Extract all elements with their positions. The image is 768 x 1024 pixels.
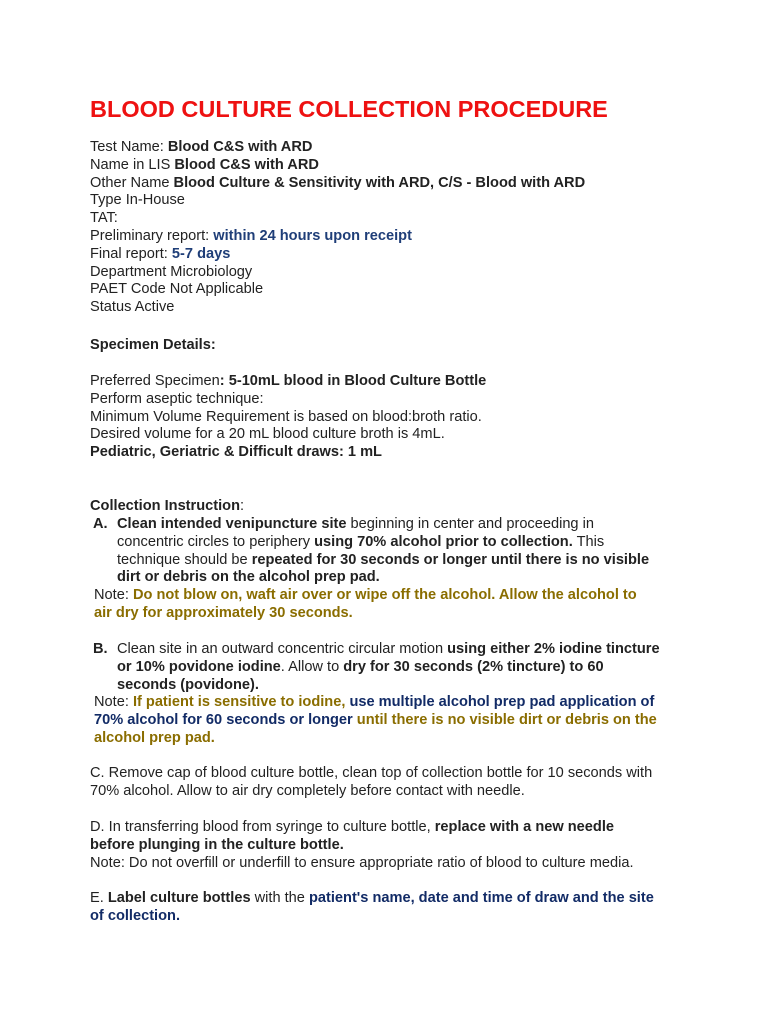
test-name-label: Test Name: xyxy=(90,139,168,155)
item-d-l1-bold: replace with a new needle xyxy=(434,819,614,835)
item-a-line-2 xyxy=(117,534,677,552)
list-item-b-text xyxy=(117,641,677,694)
list-item-c xyxy=(90,765,690,801)
final-report-label: Final report: xyxy=(90,245,172,262)
item-c-line-1: C. Remove cap of blood culture bottle, clean top of collection bottle for 10 seconds with xyxy=(90,765,653,781)
note-b xyxy=(94,694,674,747)
item-a-line-1 xyxy=(117,516,677,534)
item-e-l1-bold: Label culture bottles xyxy=(107,890,251,906)
preferred-specimen-value: : 5-10mL blood in Blood Culture Bottle xyxy=(219,373,487,389)
test-name-line xyxy=(90,139,690,157)
note-a-line-2: air dry for approximately 30 seconds. xyxy=(94,604,353,621)
item-d-l1-plain: D. In transferring blood from syringe to culture bottle, xyxy=(90,819,435,835)
collection-heading-colon: : xyxy=(240,498,245,514)
item-d-line-1 xyxy=(90,819,690,837)
note-b-l1-olive: If patient is sensitive to iodine, xyxy=(132,694,350,710)
list-marker-a: A. xyxy=(93,516,108,532)
list-item-a-text xyxy=(117,516,677,587)
list-item-d xyxy=(90,819,690,872)
specimen-heading xyxy=(90,337,690,355)
note-b-l2-navy: 70% alcohol for 60 seconds or longer xyxy=(94,711,353,728)
note-b-line-1 xyxy=(94,694,674,712)
item-b-line-1 xyxy=(117,641,677,659)
note-b-l2-olive: until there is no visible dirt or debris on the xyxy=(352,711,657,728)
preliminary-report-line xyxy=(90,228,690,246)
collection-heading-text: Collection Instruction xyxy=(90,498,240,514)
final-report-value: 5-7 days xyxy=(171,245,231,262)
other-name-value: Blood Culture & Sensitivity with ARD, C/S - Blood with ARD xyxy=(173,174,586,191)
type-line: Type In-House xyxy=(90,192,185,209)
item-a-l2-plain: concentric circles to periphery xyxy=(117,533,315,550)
department-line: Department Microbiology xyxy=(90,263,253,280)
item-a-l2-rest: This xyxy=(572,533,605,550)
list-item-e xyxy=(90,890,690,926)
note-a-line-1 xyxy=(94,587,674,605)
item-e-l1-plain: E. xyxy=(90,890,108,906)
item-a-l1-bold: Clean intended venipuncture site xyxy=(117,516,347,532)
item-b-l1-bold: using either 2% iodine tincture xyxy=(447,641,660,657)
item-e-line-2: of collection. xyxy=(90,907,180,924)
note-b-line-3: alcohol prep pad. xyxy=(94,729,215,746)
note-a-label: Note: xyxy=(94,587,133,603)
tat-line: TAT: xyxy=(90,210,118,227)
status-line: Status Active xyxy=(90,299,175,316)
other-name-label: Other Name xyxy=(90,174,174,191)
pediatric-line: Pediatric, Geriatric & Difficult draws: 1 mL xyxy=(90,444,382,461)
item-a-l3-bold: repeated for 30 seconds or longer until there is no visible xyxy=(251,551,650,568)
item-d-line-2: before plunging in the culture bottle. xyxy=(90,836,344,853)
specimen-details xyxy=(90,373,690,462)
item-c-line-2: 70% alcohol. Allow to air dry completely before contact with needle. xyxy=(90,782,525,799)
item-a-l1-rest: beginning in center and proceeding in xyxy=(346,516,594,532)
preliminary-report-label: Preliminary report: xyxy=(90,227,214,244)
paet-code-line: PAET Code Not Applicable xyxy=(90,281,264,298)
preliminary-report-value: within 24 hours upon receipt xyxy=(213,227,412,244)
item-b-line-2 xyxy=(117,659,677,677)
page-title: BLOOD CULTURE COLLECTION PROCEDURE xyxy=(90,96,608,122)
lis-name-line xyxy=(90,157,690,175)
lis-name-label: Name in LIS xyxy=(90,156,175,173)
item-b-line-3: seconds (povidone). xyxy=(117,676,259,693)
test-info xyxy=(90,139,690,317)
item-e-l1-navy: patient's name, date and time of draw and the site xyxy=(308,890,654,906)
test-name-value: Blood C&S with ARD xyxy=(167,139,313,155)
preferred-specimen-label: Preferred Specimen xyxy=(90,373,220,389)
final-report-line xyxy=(90,246,690,264)
lis-name-value: Blood C&S with ARD xyxy=(174,156,319,173)
note-b-label: Note: xyxy=(94,694,133,710)
item-a-l3-plain: technique should be xyxy=(117,551,252,568)
item-a-line-4: dirt or debris on the alcohol prep pad. xyxy=(117,569,380,586)
collection-heading-line xyxy=(90,498,690,516)
note-a xyxy=(94,587,674,623)
preferred-specimen-line xyxy=(90,373,690,391)
item-b-l1-plain: Clean site in an outward concentric circular motion xyxy=(117,641,448,657)
item-d-note: Note: Do not overfill or underfill to ensure appropriate ratio of blood to culture media. xyxy=(90,854,634,871)
collection-heading xyxy=(90,498,690,516)
list-marker-b: B. xyxy=(93,641,108,657)
min-volume-line: Minimum Volume Requirement is based on blood:broth ratio. xyxy=(90,408,482,425)
aseptic-line: Perform aseptic technique: xyxy=(90,390,264,407)
item-b-l2-plain: . Allow to xyxy=(280,658,344,675)
item-e-l1-plain2: with the xyxy=(250,890,309,906)
item-b-l2-bold: or 10% povidone iodine xyxy=(117,658,281,675)
other-name-line xyxy=(90,175,690,193)
specimen-heading-text: Specimen Details: xyxy=(90,337,216,353)
item-a-l2-bold: using 70% alcohol prior to collection. xyxy=(314,533,573,550)
desired-volume-line: Desired volume for a 20 mL blood culture broth is 4mL. xyxy=(90,426,445,443)
item-b-l2-bold2: dry for 30 seconds (2% tincture) to 60 xyxy=(343,658,604,675)
item-e-line-1 xyxy=(90,890,690,908)
note-b-l1-navy: use multiple alcohol prep pad application of xyxy=(349,694,655,710)
note-b-line-2 xyxy=(94,712,674,730)
item-a-line-3 xyxy=(117,552,677,570)
note-a-l1: Do not blow on, waft air over or wipe off the alcohol. Allow the alcohol to xyxy=(132,587,637,603)
